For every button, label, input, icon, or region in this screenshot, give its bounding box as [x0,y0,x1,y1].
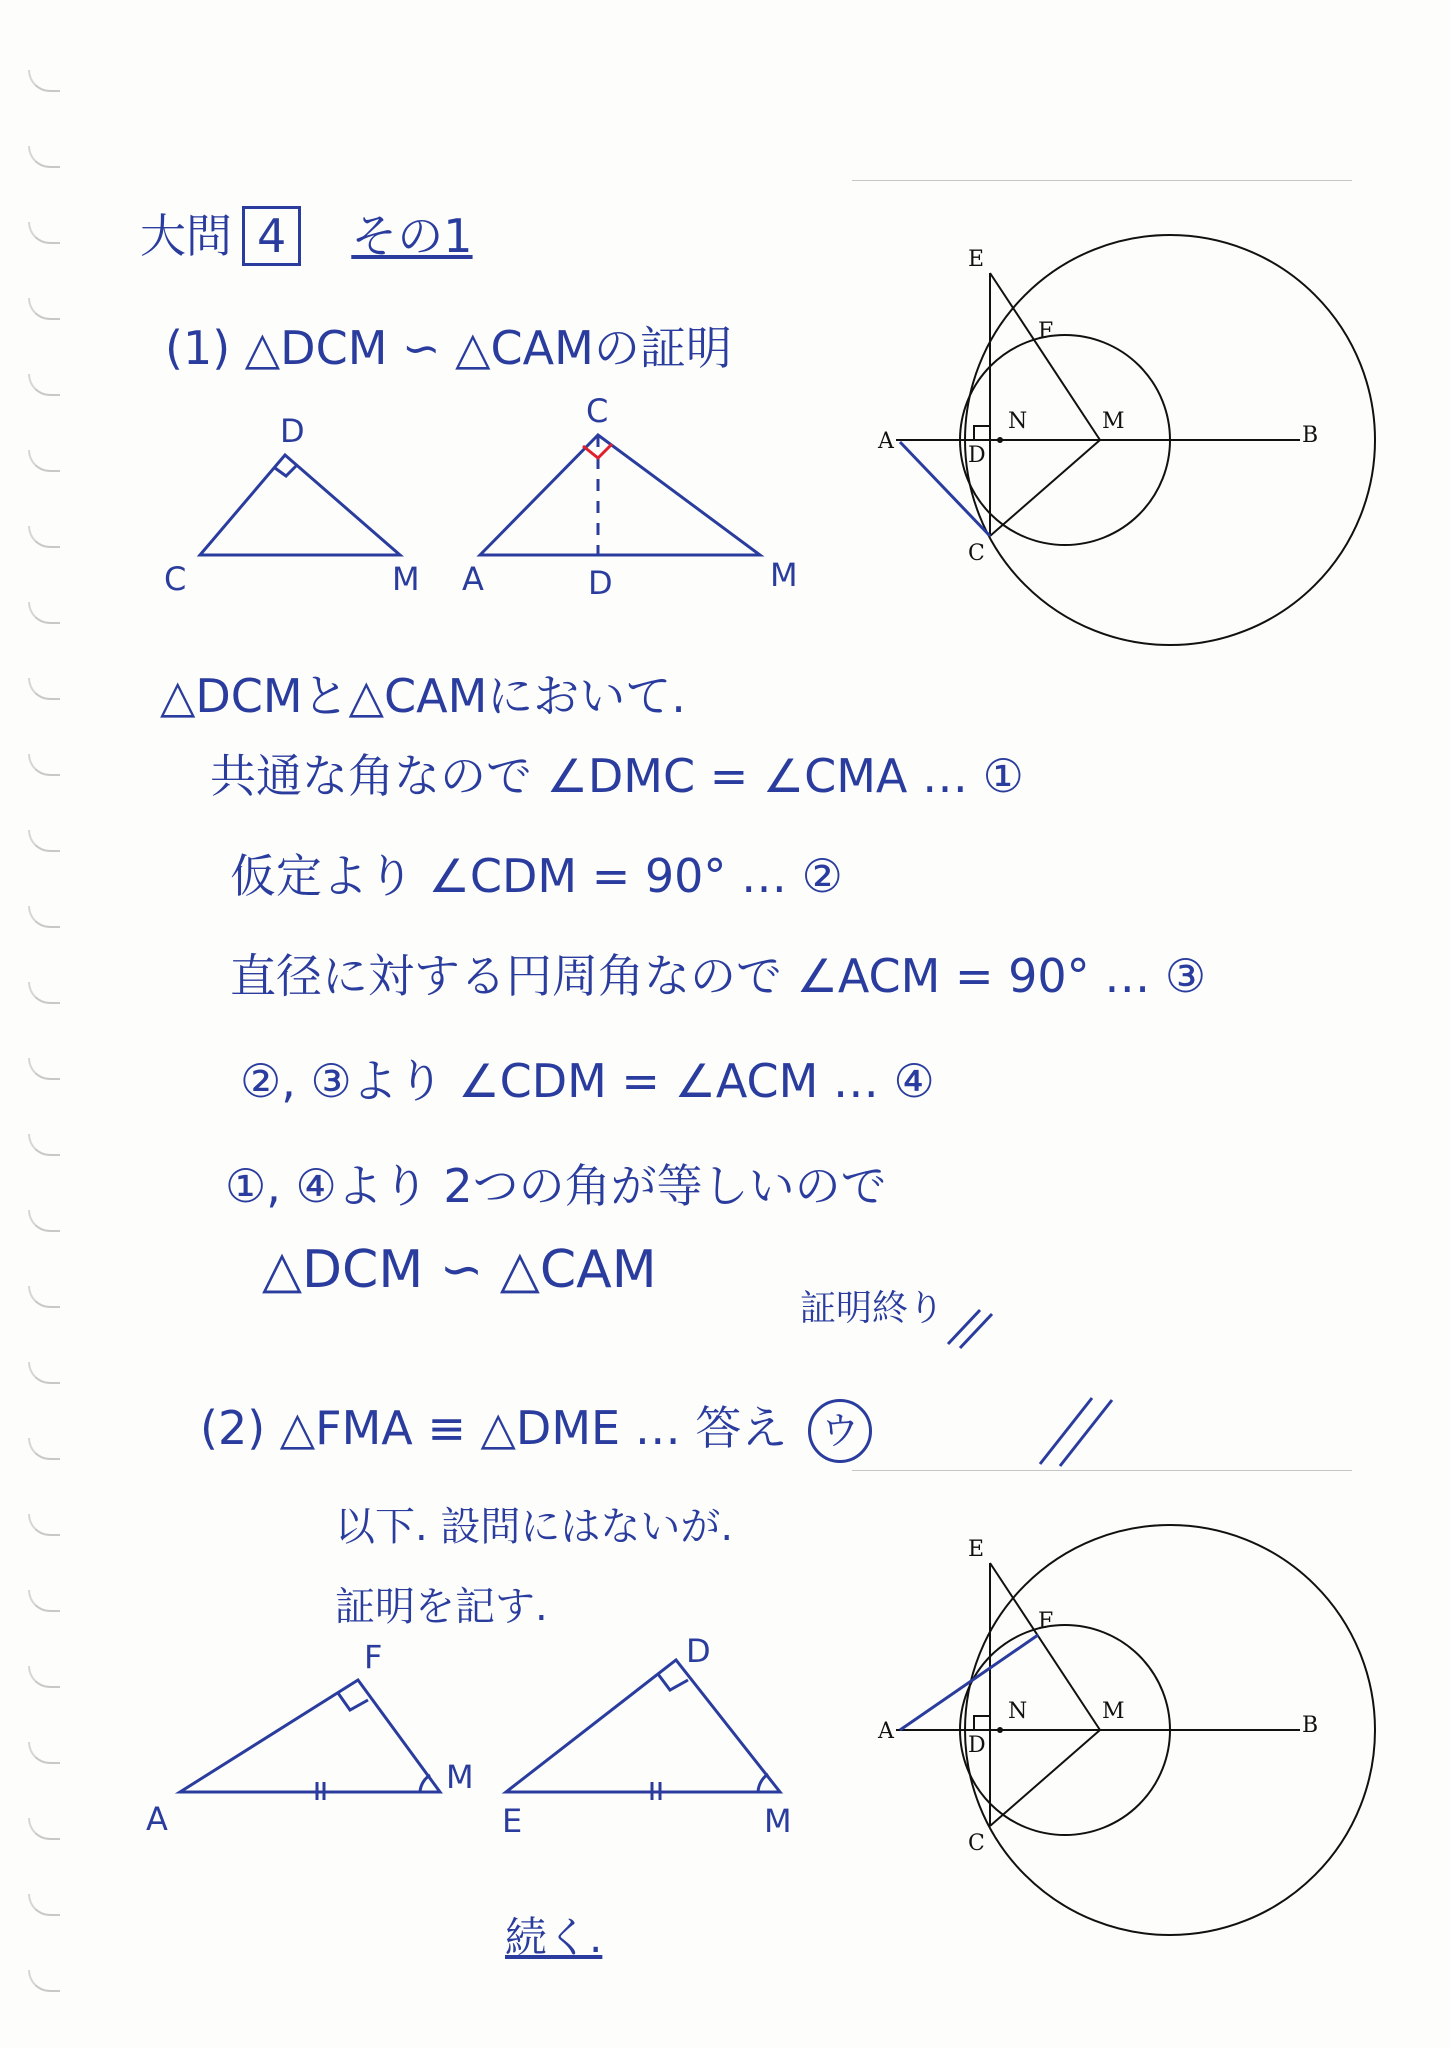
proof-intro: △DCMと△CAMにおいて. [160,669,686,723]
binder-hole [28,1742,60,1764]
label-f-top: F [364,1638,383,1676]
segment-em-2 [990,1563,1100,1730]
binder-hole [28,754,60,776]
label-d-foot: D [588,564,613,602]
binder-hole [28,1970,60,1992]
diag-label-f: F [1038,319,1054,344]
q2-answer-text: (2) △FMA ≡ △DME … 答え [200,1401,788,1455]
diag2-label-d: D [968,1733,986,1758]
diag2-label-b: B [1302,1713,1319,1738]
label-e-left: E [502,1802,523,1840]
q1-triangles [150,390,850,620]
binder-hole [28,146,60,168]
binder-hole [28,678,60,700]
right-angle-mark-d2 [658,1674,688,1690]
right-angle-d-2 [974,1716,990,1730]
triangle-cam-shape [480,435,760,555]
geometry-diagram-bottom [870,1520,1330,1940]
right-angle-d [974,426,990,440]
binder-holes [28,0,68,2048]
triangle-fma-shape [180,1680,440,1792]
continued-note: 続く. [505,1913,603,1962]
triangle-dcm [164,412,420,598]
triangle-dme-shape [506,1660,780,1792]
diag2-label-f: F [1038,1609,1054,1634]
label-d-top: D [280,412,305,450]
triangle-fma [146,1638,474,1838]
q2-slashes [1030,1390,1120,1470]
proof-step-1: 共通な角なので ∠DMC = ∠CMA … ① [210,749,1024,803]
triangle-dcm-shape [200,455,400,555]
q2-note-2: 証明を記す. [335,1584,548,1630]
binder-hole [28,298,60,320]
binder-hole [28,1818,60,1840]
label-m-right2: M [770,556,798,594]
label-m-right4: M [764,1802,792,1840]
label-c-left: C [164,560,187,598]
binder-hole [28,1666,60,1688]
triangle-cam [462,392,798,602]
right-angle-mark-d [275,466,296,476]
proof-step-4: ②, ③より ∠CDM = ∠ACM … ④ [240,1054,935,1108]
binder-hole [28,526,60,548]
proof-step-5: ①, ④より 2つの角が等しいので [225,1159,887,1213]
binder-hole [28,374,60,396]
diag-label-n: N [1008,409,1028,434]
binder-hole [28,1362,60,1384]
label-m-right3: M [446,1758,474,1796]
diag-label-m: M [1102,409,1125,434]
binder-hole [28,222,60,244]
binder-hole [28,70,60,92]
segment-cm-2 [990,1730,1100,1826]
binder-hole [28,982,60,1004]
label-d-top2: D [686,1632,711,1670]
part-label: その1 [351,209,473,263]
q2-note-1: 以下. 設問にはないが. [335,1504,734,1550]
binder-hole [28,906,60,928]
center-n [997,437,1003,443]
label-c-top: C [586,392,609,430]
geometry-diagram-top [870,230,1330,650]
proof-step-2: 仮定より ∠CDM = 90° … ② [230,849,843,903]
q2-answer-line [200,1392,872,1463]
diag2-label-e: E [968,1537,985,1562]
binder-hole [28,830,60,852]
diag2-label-n: N [1008,1699,1028,1724]
triangle-dme [502,1632,792,1840]
end-mark-slashes [940,1300,1000,1350]
angle-mark-m1 [420,1775,430,1792]
binder-hole [28,1134,60,1156]
binder-hole [28,602,60,624]
page-rule-middle [852,1470,1352,1471]
diag-label-e: E [968,247,985,272]
problem-number: 4 [242,206,301,266]
proof-end-mark: 証明終り [800,1288,945,1329]
diag2-label-c: C [968,1831,985,1856]
diag2-label-m: M [1102,1699,1125,1724]
binder-hole [28,1514,60,1536]
diag-label-d: D [968,443,986,468]
binder-hole [28,1894,60,1916]
label-a-left: A [462,560,484,598]
page-title [140,200,473,266]
segment-cm [990,440,1100,536]
diag-label-c: C [968,541,985,566]
page-rule-top [852,180,1352,181]
diag-label-a: A [878,429,894,454]
diag-label-b: B [1302,423,1319,448]
center-n-2 [997,1727,1003,1733]
label-a-left2: A [146,1800,168,1838]
binder-hole [28,1438,60,1460]
binder-hole [28,1590,60,1612]
proof-step-3: 直径に対する円周角なので ∠ACM = 90° … ③ [230,949,1207,1003]
binder-hole [28,1286,60,1308]
label-m-right: M [392,560,420,598]
angle-mark-m2 [758,1774,768,1792]
right-angle-mark-f [338,1693,368,1710]
binder-hole [28,1058,60,1080]
binder-hole [28,1210,60,1232]
proof-conclusion: △DCM ∽ △CAM [262,1240,657,1300]
binder-hole [28,450,60,472]
q2-answer-choice: ウ [808,1399,872,1463]
diag2-label-a: A [878,1719,894,1744]
segment-em [990,273,1100,440]
title-prefix: 大問 [140,209,232,263]
q2-triangles [140,1632,840,1860]
q1-heading: (1) △DCM ∽ △CAMの証明 [165,321,732,375]
